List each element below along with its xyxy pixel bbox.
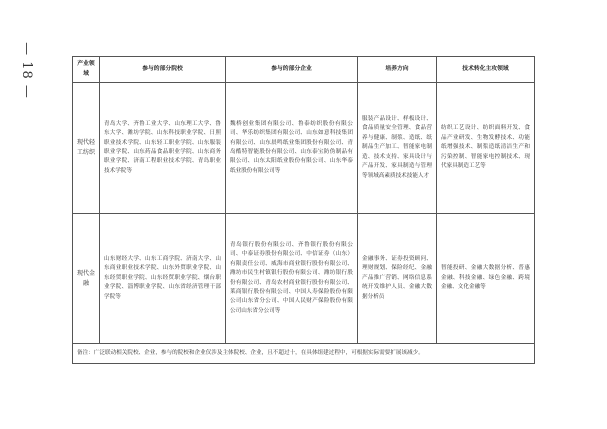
row-industry-field: 现代金融: [73, 214, 100, 344]
page-number-text: — 18 —: [18, 41, 34, 99]
header-industry-field: 产业领域: [73, 57, 100, 83]
table-row: [73, 83, 535, 214]
row-tech-fields: 智能投研、金融大数据分析、普惠金融、科技金融、绿色金融、跨境金融、文化金融等: [437, 214, 535, 344]
table-row: [73, 214, 535, 344]
row-companies: 魏桥创业集团有限公司、鲁泰纺织股份有限公司、华乐纺织集团有限公司、山东如意科技集团有限公司、山东晨鸣纸业集团股份有限公司、青岛酷特智能股份有限公司、山东泰宝防伪制品有限公司、山东太阳纸业股份有限公司、山东华泰纸业股份有限公司等: [226, 83, 358, 214]
row-companies: 青岛银行股份有限公司、齐鲁银行股份有限公司、中泰证券股份有限公司、中信证券（山东）有限责任公司、威海市商业银行股份有限公司、潍坊市民生村镇银行股份有限公司、潍坊银行股份有限公司、青岛农村商业银行股份有限公司、莱商银行股份有限公司、中国人寿保险股份有限公司山东省分公司、中国人民财产保险股份有限公司山东省分公司等: [226, 214, 358, 344]
table-header-row: [73, 57, 535, 83]
row-tech-fields: 纺织工艺设计、纺织面料开发、食品产业研发、生物发酵技术、功能纸增强技术、制浆造纸清洁生产和污染控制、智能家电控制技术、现代家具制造工艺等: [437, 83, 535, 214]
row-schools: 山东财经大学、山东工商学院、济南大学、山东商业职业技术学院、山东外贸职业学院、山东经贸职业学院、山东经贸职业学院、烟台职业学院、淄博职业学院、山东省经济管理干部学院等: [100, 214, 226, 344]
header-companies: 参与的部分企业: [226, 57, 358, 83]
industry-table: [72, 56, 535, 364]
row-schools: 青岛大学、齐鲁工业大学、山东理工大学、鲁东大学、潍坊学院、山东科技职业学院、日照职业技术学院、山东轻工职业学院、山东服装职业学院、山东药品食品职业学院、山东商务职业学院、济南工程职业技术学院、青岛职业技术学院等: [100, 83, 226, 214]
header-direction: 培养方向: [358, 57, 437, 83]
table-note: 备注：广泛联动相关院校、企业，参与的院校和企业仅涉及主体院校、企业，且不超过十，在具体组建过程中，可根据实际需要扩展该减少。: [73, 344, 535, 364]
row-direction: 服装产品设计、样板设计、食品质量安全管理、食品营养与健康、制浆、造纸、纸制品生产加工、智能家电制造、技术支持、家具设计与产品开发、家具制造与管理等领域高素质技术技能人才: [358, 83, 437, 214]
industry-table-container: [72, 56, 534, 363]
header-tech-fields: 技术转化主攻领域: [437, 57, 535, 83]
row-direction: 金融事务、证券投资顾问、理财规划、保险经纪、金融产品推广营销、网络信息系统开发维护人员、金融大数据分析员: [358, 214, 437, 344]
page-number: [6, 30, 46, 110]
table-note-row: [73, 344, 535, 364]
row-industry-field: 现代轻工纺织: [73, 83, 100, 214]
header-schools: 参与的部分院校: [100, 57, 226, 83]
